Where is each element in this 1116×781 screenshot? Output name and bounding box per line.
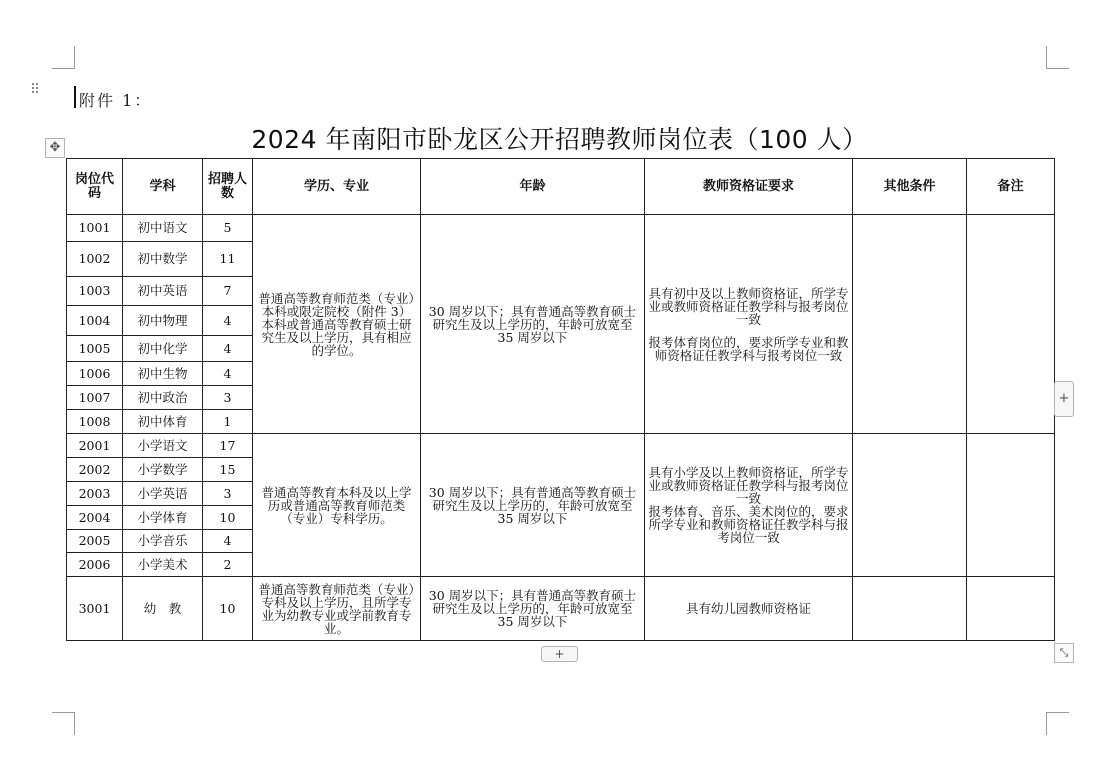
cert-main-text: 具有初中及以上教师资格证，所学专业或教师资格证任教学科与报考岗位一致 — [648, 285, 849, 327]
count-cell[interactable]: 4 — [203, 530, 253, 553]
subject-cell[interactable]: 初中语文 — [123, 215, 203, 242]
subject-cell[interactable]: 小学数学 — [123, 458, 203, 482]
count-cell[interactable]: 1 — [203, 410, 253, 434]
add-row-button[interactable]: + — [541, 646, 578, 662]
table-header-row — [67, 159, 1055, 215]
count-cell[interactable]: 10 — [203, 577, 253, 641]
code-cell[interactable]: 2004 — [67, 506, 123, 530]
page-corner-top-left — [52, 46, 75, 69]
paragraph-drag-icon[interactable]: ⠿ — [30, 82, 40, 98]
table-row — [67, 434, 1055, 458]
count-cell[interactable]: 10 — [203, 506, 253, 530]
other-cell[interactable] — [853, 434, 967, 577]
count-cell[interactable]: 7 — [203, 277, 253, 306]
remark-cell[interactable] — [967, 577, 1055, 641]
header-cert: 教师资格证要求 — [645, 159, 853, 215]
code-cell[interactable]: 2005 — [67, 530, 123, 553]
remark-cell[interactable] — [967, 434, 1055, 577]
cert-arts-text: 报考体育、音乐、美术岗位的，要求所学专业和教师资格证任教学科与报考岗位一致 — [648, 504, 849, 545]
code-cell[interactable]: 2001 — [67, 434, 123, 458]
count-cell[interactable]: 2 — [203, 553, 253, 577]
education-cell[interactable]: 普通高等教育师范类（专业）专科及以上学历，且所学专业为幼教专业或学前教育专业。 — [253, 577, 421, 641]
subject-cell[interactable]: 初中英语 — [123, 277, 203, 306]
code-cell[interactable]: 3001 — [67, 577, 123, 641]
subject-cell[interactable]: 初中体育 — [123, 410, 203, 434]
text-cursor — [74, 86, 76, 108]
code-cell[interactable]: 1005 — [67, 336, 123, 362]
code-cell[interactable]: 1008 — [67, 410, 123, 434]
count-cell[interactable]: 5 — [203, 215, 253, 242]
subject-cell[interactable]: 初中数学 — [123, 242, 203, 277]
table-row — [67, 577, 1055, 641]
code-cell[interactable]: 1007 — [67, 386, 123, 410]
subject-cell[interactable]: 初中政治 — [123, 386, 203, 410]
count-cell[interactable]: 3 — [203, 386, 253, 410]
education-cell[interactable]: 普通高等教育师范类（专业）本科或限定院校（附件 3）本科或普通高等教育硕士研究生及以上学历，具有相应的学位。 — [253, 215, 421, 434]
code-cell[interactable]: 2006 — [67, 553, 123, 577]
header-code: 岗位代码 — [67, 159, 123, 215]
table-row — [67, 215, 1055, 242]
remark-cell[interactable] — [967, 215, 1055, 434]
cert-cell[interactable] — [645, 215, 853, 434]
code-cell[interactable]: 1004 — [67, 306, 123, 336]
cert-pe-text: 报考体育岗位的，要求所学专业和教师资格证任教学科与报考岗位一致 — [648, 334, 849, 363]
subject-cell[interactable]: 初中物理 — [123, 306, 203, 336]
table-move-icon[interactable]: ✥ — [45, 138, 65, 158]
add-column-button[interactable]: + — [1054, 381, 1074, 417]
cert-cell[interactable] — [645, 434, 853, 577]
subject-cell[interactable]: 小学美术 — [123, 553, 203, 577]
table-resize-icon[interactable]: ⤡ — [1054, 643, 1074, 663]
count-cell[interactable]: 4 — [203, 306, 253, 336]
age-cell[interactable]: 30 周岁以下；具有普通高等教育硕士研究生及以上学历的，年龄可放宽至 35 周岁以下 — [421, 434, 645, 577]
code-cell[interactable]: 2002 — [67, 458, 123, 482]
header-other: 其他条件 — [853, 159, 967, 215]
page-corner-bottom-right — [1046, 712, 1069, 735]
count-cell[interactable]: 11 — [203, 242, 253, 277]
cert-cell[interactable]: 具有幼儿园教师资格证 — [645, 577, 853, 641]
attachment-label: 附件 1： — [79, 91, 153, 110]
code-cell[interactable]: 1001 — [67, 215, 123, 242]
count-cell[interactable]: 17 — [203, 434, 253, 458]
code-cell[interactable]: 1006 — [67, 362, 123, 386]
education-cell[interactable]: 普通高等教育本科及以上学历或普通高等教育师范类（专业）专科学历。 — [253, 434, 421, 577]
subject-cell[interactable]: 小学语文 — [123, 434, 203, 458]
subject-cell[interactable]: 初中生物 — [123, 362, 203, 386]
subject-cell[interactable]: 幼 教 — [123, 577, 203, 641]
age-cell[interactable]: 30 周岁以下；具有普通高等教育硕士研究生及以上学历的，年龄可放宽至 35 周岁以下 — [421, 215, 645, 434]
code-cell[interactable]: 1002 — [67, 242, 123, 277]
page-title: 2024 年南阳市卧龙区公开招聘教师岗位表（100 人） — [251, 125, 868, 154]
recruitment-table — [66, 158, 1055, 641]
count-cell[interactable]: 15 — [203, 458, 253, 482]
header-count: 招聘人数 — [203, 159, 253, 215]
subject-cell[interactable]: 小学音乐 — [123, 530, 203, 553]
code-cell[interactable]: 2003 — [67, 482, 123, 506]
header-remark: 备注 — [967, 159, 1055, 215]
header-education: 学历、专业 — [253, 159, 421, 215]
count-cell[interactable]: 4 — [203, 336, 253, 362]
page-corner-top-right — [1046, 46, 1069, 69]
count-cell[interactable]: 4 — [203, 362, 253, 386]
other-cell[interactable] — [853, 577, 967, 641]
cert-main-text: 具有小学及以上教师资格证，所学专业或教师资格证任教学科与报考岗位一致 — [648, 465, 849, 506]
subject-cell[interactable]: 小学英语 — [123, 482, 203, 506]
subject-cell[interactable]: 小学体育 — [123, 506, 203, 530]
age-cell[interactable]: 30 周岁以下；具有普通高等教育硕士研究生及以上学历的，年龄可放宽至 35 周岁以下 — [421, 577, 645, 641]
other-cell[interactable] — [853, 215, 967, 434]
count-cell[interactable]: 3 — [203, 482, 253, 506]
header-subject: 学科 — [123, 159, 203, 215]
page-corner-bottom-left — [52, 712, 75, 735]
header-age: 年龄 — [421, 159, 645, 215]
subject-cell[interactable]: 初中化学 — [123, 336, 203, 362]
code-cell[interactable]: 1003 — [67, 277, 123, 306]
